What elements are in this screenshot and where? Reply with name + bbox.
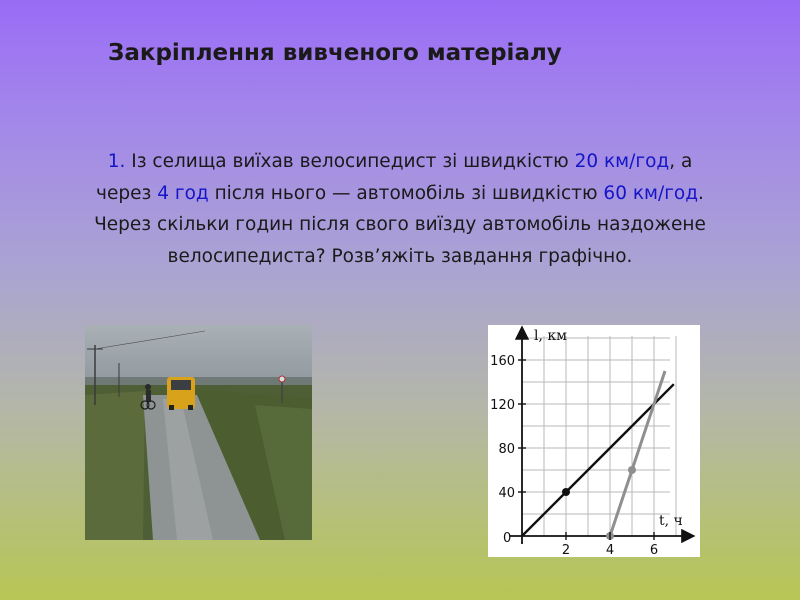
- y-tick-label: 40: [498, 486, 515, 501]
- delay-time: 4 год: [157, 182, 209, 204]
- problem-text-part: Через скільки годин після свого виїзду автомобіль наздожене: [94, 214, 706, 235]
- cyclist-point: [562, 488, 570, 496]
- x-tick-label: 6: [649, 543, 659, 557]
- problem-number: 1.: [107, 151, 126, 172]
- y-axis-label: l, км: [534, 328, 568, 344]
- y-tick-label: 120: [490, 398, 515, 413]
- problem-text-part: через: [96, 182, 158, 204]
- car-line: [610, 371, 665, 536]
- origin-label: 0: [503, 531, 512, 546]
- x-axis-label: t, ч: [659, 513, 683, 529]
- x-tick-label: 2: [561, 543, 571, 557]
- slide-title: Закріплення вивченого матеріалу: [108, 40, 562, 66]
- distance-time-graph: [488, 325, 700, 557]
- y-tick-label: 160: [490, 354, 515, 369]
- road-photo-image: [85, 325, 312, 540]
- problem-text-part: Із селища виїхав велосипедист зі швидкістю: [125, 151, 575, 172]
- road-photo: [85, 325, 312, 540]
- problem-text-part: , а: [669, 151, 693, 172]
- problem-text-part: після нього — автомобіль зі швидкістю: [208, 182, 604, 204]
- problem-text-part: велосипедиста? Розв’яжіть завдання графічно.: [167, 245, 633, 267]
- problem-text: [20, 146, 780, 272]
- car-speed: 60 км/год: [603, 182, 699, 204]
- problem-text-part: .: [698, 182, 704, 204]
- y-tick-label: 80: [498, 442, 515, 457]
- car-point: [628, 466, 636, 474]
- x-tick-label: 4: [605, 543, 615, 557]
- cyclist-speed: 20 км/год: [574, 151, 670, 172]
- cyclist-line: [522, 384, 674, 536]
- graph-card: [488, 325, 700, 557]
